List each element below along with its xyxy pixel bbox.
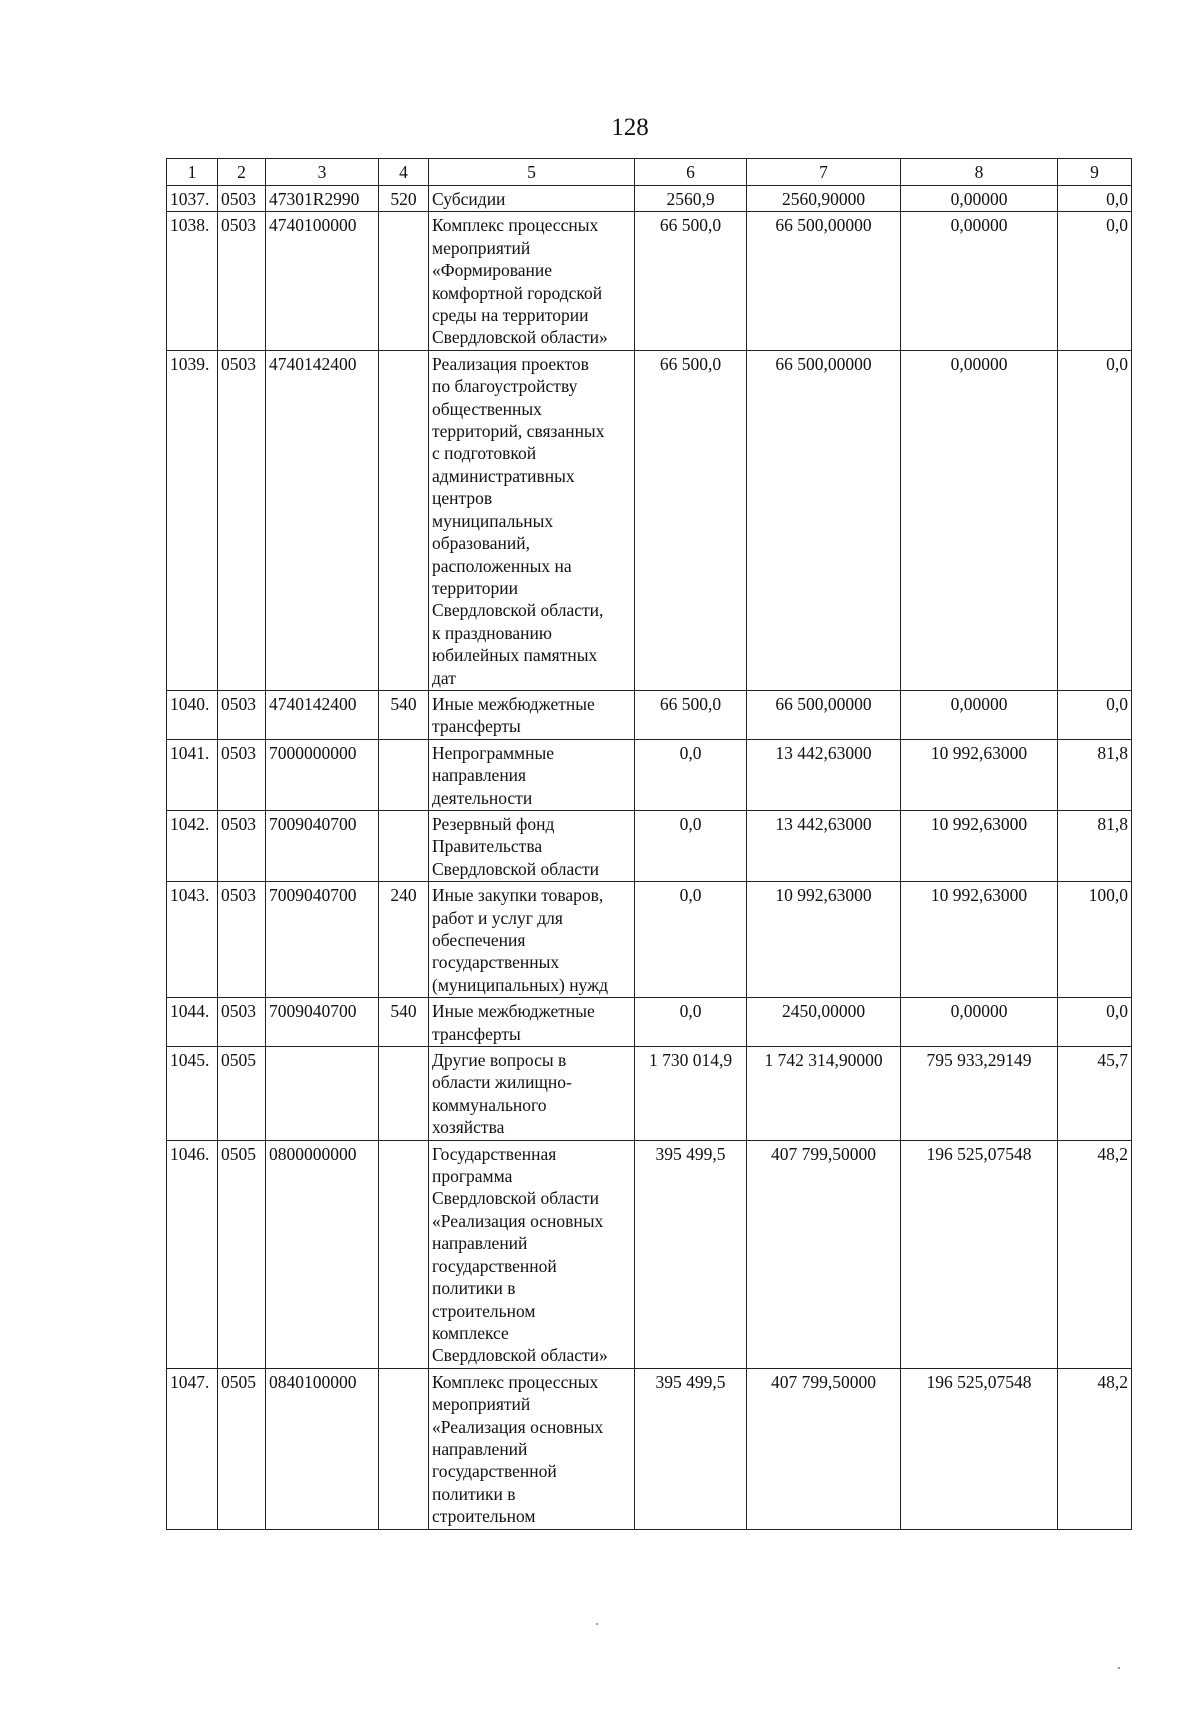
plan-amount-cell: 66 500,0	[635, 212, 747, 350]
column-header: 7	[747, 159, 901, 186]
section-code-cell: 0505	[218, 1047, 266, 1141]
expense-type-cell: 540	[379, 998, 429, 1047]
plan-amount-cell: 395 499,5	[635, 1140, 747, 1368]
approved-amount-cell: 13 442,63000	[747, 810, 901, 881]
row-number-cell: 1043.	[167, 882, 218, 998]
approved-amount-cell: 2560,90000	[747, 186, 901, 212]
name-cell: Комплекс процессных мероприятий «Реализация основных направлений государственной политики в строительном	[429, 1368, 635, 1529]
plan-amount-cell: 66 500,0	[635, 350, 747, 690]
row-number-cell: 1037.	[167, 186, 218, 212]
approved-amount-cell: 2450,00000	[747, 998, 901, 1047]
table-row	[167, 810, 1132, 881]
plan-amount-cell: 0,0	[635, 998, 747, 1047]
table-row	[167, 186, 1132, 212]
executed-amount-cell: 196 525,07548	[901, 1368, 1058, 1529]
table-row	[167, 1140, 1132, 1368]
table-row	[167, 1368, 1132, 1529]
target-code-cell: 7009040700	[266, 998, 379, 1047]
column-header: 1	[167, 159, 218, 186]
expense-type-cell	[379, 1047, 429, 1141]
column-header: 6	[635, 159, 747, 186]
plan-amount-cell: 2560,9	[635, 186, 747, 212]
approved-amount-cell: 1 742 314,90000	[747, 1047, 901, 1141]
row-number-cell: 1039.	[167, 350, 218, 690]
executed-amount-cell: 10 992,63000	[901, 882, 1058, 998]
budget-table	[166, 158, 1132, 1530]
row-number-cell: 1046.	[167, 1140, 218, 1368]
column-header: 8	[901, 159, 1058, 186]
target-code-cell: 0800000000	[266, 1140, 379, 1368]
section-code-cell: 0503	[218, 810, 266, 881]
target-code-cell: 7009040700	[266, 882, 379, 998]
execution-percent-cell: 100,0	[1058, 882, 1132, 998]
plan-amount-cell: 0,0	[635, 739, 747, 810]
section-code-cell: 0505	[218, 1140, 266, 1368]
table-row	[167, 998, 1132, 1047]
name-cell: Комплекс процессных мероприятий «Формирование комфортной городской среды на территории Свердловской области»	[429, 212, 635, 350]
execution-percent-cell: 45,7	[1058, 1047, 1132, 1141]
table-row	[167, 882, 1132, 998]
expense-type-cell	[379, 350, 429, 690]
name-cell: Субсидии	[429, 186, 635, 212]
executed-amount-cell: 10 992,63000	[901, 739, 1058, 810]
executed-amount-cell: 795 933,29149	[901, 1047, 1058, 1141]
approved-amount-cell: 66 500,00000	[747, 350, 901, 690]
approved-amount-cell: 66 500,00000	[747, 690, 901, 739]
section-code-cell: 0503	[218, 690, 266, 739]
table-row	[167, 739, 1132, 810]
executed-amount-cell: 0,00000	[901, 212, 1058, 350]
target-code-cell: 47301R2990	[266, 186, 379, 212]
expense-type-cell	[379, 212, 429, 350]
name-cell: Резервный фонд Правительства Свердловской области	[429, 810, 635, 881]
plan-amount-cell: 395 499,5	[635, 1368, 747, 1529]
section-code-cell: 0505	[218, 1368, 266, 1529]
name-cell: Другие вопросы в области жилищно- коммунального хозяйства	[429, 1047, 635, 1141]
column-header: 9	[1058, 159, 1132, 186]
table-row	[167, 212, 1132, 350]
execution-percent-cell: 0,0	[1058, 186, 1132, 212]
approved-amount-cell: 407 799,50000	[747, 1140, 901, 1368]
execution-percent-cell: 81,8	[1058, 739, 1132, 810]
target-code-cell: 7009040700	[266, 810, 379, 881]
scan-speck	[1118, 1667, 1120, 1669]
expense-type-cell: 520	[379, 186, 429, 212]
name-cell: Иные межбюджетные трансферты	[429, 690, 635, 739]
column-header: 2	[218, 159, 266, 186]
section-code-cell: 0503	[218, 186, 266, 212]
section-code-cell: 0503	[218, 998, 266, 1047]
expense-type-cell	[379, 739, 429, 810]
execution-percent-cell: 0,0	[1058, 350, 1132, 690]
row-number-cell: 1041.	[167, 739, 218, 810]
row-number-cell: 1047.	[167, 1368, 218, 1529]
table-body	[167, 186, 1132, 1530]
execution-percent-cell: 48,2	[1058, 1140, 1132, 1368]
scan-speck	[596, 1623, 598, 1625]
executed-amount-cell: 0,00000	[901, 350, 1058, 690]
column-header: 5	[429, 159, 635, 186]
section-code-cell: 0503	[218, 739, 266, 810]
target-code-cell: 0840100000	[266, 1368, 379, 1529]
name-cell: Иные межбюджетные трансферты	[429, 998, 635, 1047]
column-header: 4	[379, 159, 429, 186]
column-header: 3	[266, 159, 379, 186]
row-number-cell: 1042.	[167, 810, 218, 881]
executed-amount-cell: 196 525,07548	[901, 1140, 1058, 1368]
target-code-cell	[266, 1047, 379, 1141]
execution-percent-cell: 0,0	[1058, 690, 1132, 739]
target-code-cell: 4740100000	[266, 212, 379, 350]
expense-type-cell	[379, 1368, 429, 1529]
page-number: 128	[611, 114, 649, 141]
target-code-cell: 4740142400	[266, 350, 379, 690]
approved-amount-cell: 407 799,50000	[747, 1368, 901, 1529]
name-cell: Реализация проектов по благоустройству общественных территорий, связанных с подготовкой административных центров муниципальных образований, расположенных на территории Свердловской области, к празднованию юбилейных памятных дат	[429, 350, 635, 690]
section-code-cell: 0503	[218, 350, 266, 690]
row-number-cell: 1044.	[167, 998, 218, 1047]
table-row	[167, 690, 1132, 739]
expense-type-cell	[379, 810, 429, 881]
target-code-cell: 7000000000	[266, 739, 379, 810]
plan-amount-cell: 0,0	[635, 882, 747, 998]
expense-type-cell	[379, 1140, 429, 1368]
executed-amount-cell: 0,00000	[901, 998, 1058, 1047]
execution-percent-cell: 48,2	[1058, 1368, 1132, 1529]
table-row	[167, 1047, 1132, 1141]
header-row	[167, 159, 1132, 186]
expense-type-cell: 240	[379, 882, 429, 998]
executed-amount-cell: 0,00000	[901, 186, 1058, 212]
approved-amount-cell: 13 442,63000	[747, 739, 901, 810]
section-code-cell: 0503	[218, 882, 266, 998]
approved-amount-cell: 66 500,00000	[747, 212, 901, 350]
row-number-cell: 1040.	[167, 690, 218, 739]
executed-amount-cell: 10 992,63000	[901, 810, 1058, 881]
row-number-cell: 1038.	[167, 212, 218, 350]
target-code-cell: 4740142400	[266, 690, 379, 739]
name-cell: Иные закупки товаров, работ и услуг для обеспечения государственных (муниципальных) нужд	[429, 882, 635, 998]
approved-amount-cell: 10 992,63000	[747, 882, 901, 998]
plan-amount-cell: 1 730 014,9	[635, 1047, 747, 1141]
plan-amount-cell: 66 500,0	[635, 690, 747, 739]
execution-percent-cell: 0,0	[1058, 998, 1132, 1047]
name-cell: Непрограммные направления деятельности	[429, 739, 635, 810]
name-cell: Государственная программа Свердловской области «Реализация основных направлений государственной политики в строительном комплексе Свердловской области»	[429, 1140, 635, 1368]
execution-percent-cell: 81,8	[1058, 810, 1132, 881]
execution-percent-cell: 0,0	[1058, 212, 1132, 350]
plan-amount-cell: 0,0	[635, 810, 747, 881]
row-number-cell: 1045.	[167, 1047, 218, 1141]
expense-type-cell: 540	[379, 690, 429, 739]
section-code-cell: 0503	[218, 212, 266, 350]
executed-amount-cell: 0,00000	[901, 690, 1058, 739]
table-row	[167, 350, 1132, 690]
